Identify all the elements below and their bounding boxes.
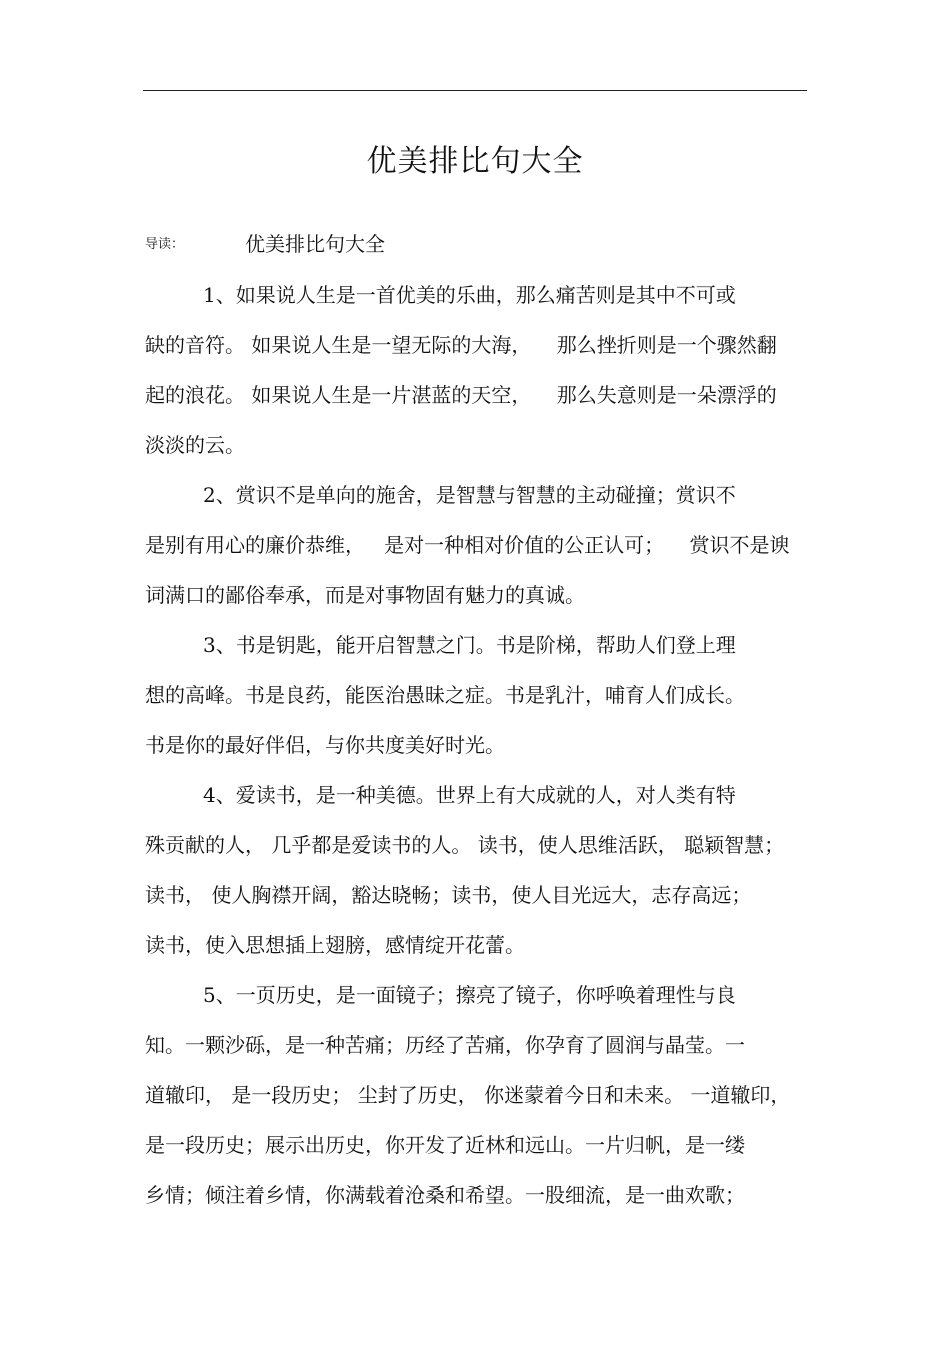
text-line: 缺的音符。 如果说人生是一望无际的大海， 那么挫折则是一个骤然翻 [145, 333, 777, 357]
text-line: 4、爱读书，是一种美德。世界上有大成就的人，对人类有特 [203, 783, 736, 807]
text-line: 知。一颗沙砾，是一种苦痛；历经了苦痛，你孕育了圆润与晶莹。一 [145, 1033, 745, 1057]
text-line: 起的浪花。 如果说人生是一片湛蓝的天空， 那么失意则是一朵漂浮的 [145, 383, 777, 407]
text-line: 5、一页历史，是一面镜子；擦亮了镜子，你呼唤着理性与良 [203, 983, 736, 1007]
text-line: 殊贡献的人， 几乎都是爱读书的人。 读书，使人思维活跃， 聪颖智慧； [145, 833, 785, 857]
text-line: 淡淡的云。 [145, 433, 245, 457]
body-text [145, 270, 810, 1220]
text-line: 想的高峰。书是良药，能医治愚昧之症。书是乳汁，哺育人们成长。 [145, 683, 745, 707]
document-title: 优美排比句大全 [366, 144, 584, 179]
header-rule [143, 90, 807, 91]
text-line: 读书， 使人胸襟开阔，豁达晓畅；读书，使人目光远大，志存高远； [145, 883, 752, 907]
text-line: 道辙印， 是一段历史； 尘封了历史， 你迷蒙着今日和未来。 一道辙印， [145, 1083, 791, 1107]
text-line: 乡情；倾注着乡情，你满载着沧桑和希望。一股细流，是一曲欢歌； [145, 1183, 745, 1207]
text-line: 词满口的鄙俗奉承，而是对事物固有魅力的真诚。 [145, 583, 585, 607]
guide-label: 导读： [145, 237, 185, 252]
text-line: 是别有用心的廉价恭维， 是对一种相对价值的公正认可； 赏识不是谀 [145, 533, 790, 557]
text-line: 3、书是钥匙，能开启智慧之门。书是阶梯，帮助人们登上理 [203, 633, 736, 657]
guide-row [145, 228, 805, 260]
text-line: 2、赏识不是单向的施舍，是智慧与智慧的主动碰撞；赏识不 [203, 483, 736, 507]
text-line: 读书，使入思想插上翅膀，感情绽开花蕾。 [145, 933, 525, 957]
text-line: 1、如果说人生是一首优美的乐曲，那么痛苦则是其中不可或 [203, 283, 736, 307]
guide-text: 优美排比句大全 [245, 232, 385, 256]
text-line: 是一段历史；展示出历史，你开发了近林和远山。一片归帆，是一缕 [145, 1133, 745, 1157]
text-line: 书是你的最好伴侣，与你共度美好时光。 [145, 733, 505, 757]
